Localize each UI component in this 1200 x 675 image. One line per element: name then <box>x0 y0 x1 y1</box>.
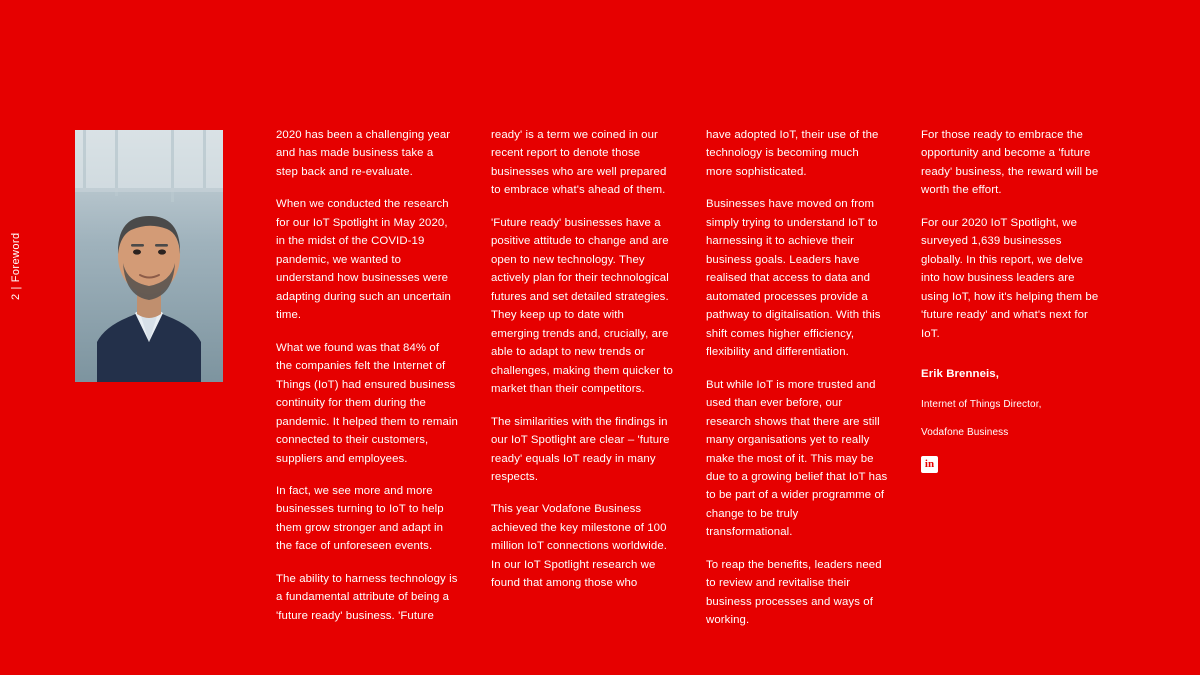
author-name: Erik Brenneis, <box>921 368 1000 381</box>
paragraph: But while IoT is more trusted and used than ever before, our research shows that there are still many organisations yet to really make the most of it. This may be due to a growing belief that IoT has to be part of a wider programme of change to be truly transformational. <box>706 378 888 539</box>
paragraph: For our 2020 IoT Spotlight, we surveyed 1,639 businesses globally. In this report, we delve into how business leaders are using IoT, how it's helping them be 'future ready' and what's next for IoT. <box>921 216 1099 340</box>
paragraph: 'Future ready' businesses have a positive attitude to change and are open to new technology. They actively plan for their technological futures and set detailed strategies. They keep up to date with emerging trends and, crucially, are able to adapt to new trends or challenges, making them quicker to market than their competitors. <box>491 216 673 396</box>
text-column-3 <box>706 126 888 626</box>
paragraph: What we found was that 84% of the companies felt the Internet of Things (IoT) had ensured business continuity for them during the pandemic. It helped them to remain connected to their customers, suppliers and employees. <box>276 341 458 465</box>
paragraph: For those ready to embrace the opportunity and become a 'future ready' business, the reward will be worth the effort. <box>921 129 1099 197</box>
text-column-1 <box>276 126 458 626</box>
paragraph: The ability to harness technology is a fundamental attribute of being a 'future ready' business. 'Future <box>276 572 458 622</box>
paragraph: This year Vodafone Business achieved the key milestone of 100 million IoT connections worldwide. In our IoT Spotlight research we found that among those who <box>491 503 668 590</box>
paragraph: In fact, we see more and more businesses turning to IoT to help them grow stronger and adapt in the face of unforeseen events. <box>276 484 444 553</box>
author-role: Internet of Things Director, <box>921 398 1042 410</box>
paragraph: Businesses have moved on from simply trying to understand IoT to harnessing it to achieve their business goals. Leaders have realised that access to data and automated processes provide a pathway to digitalisation. With this shift comes higher efficiency, flexibility and differentiation. <box>706 198 881 359</box>
paragraph: The similarities with the findings in our IoT Spotlight are clear – 'future ready' equals IoT ready in many respects. <box>491 415 670 483</box>
text-column-2 <box>491 126 673 626</box>
page-number: 2 <box>10 293 22 300</box>
author-signature <box>921 365 1103 473</box>
author-portrait <box>75 130 223 382</box>
paragraph: When we conducted the research for our IoT Spotlight in May 2020, in the midst of the COVID-19 pandemic, we wanted to understand how businesses were adapting during such an uncertain time. <box>276 198 451 322</box>
paragraph: ready' is a term we coined in our recent report to denote those businesses who are well prepared to embrace what's ahead of them. <box>491 129 667 197</box>
text-column-4 <box>921 126 1103 626</box>
paragraph: 2020 has been a challenging year and has made business take a step back and re-evaluate. <box>276 129 451 178</box>
page-marker <box>10 233 22 300</box>
foreword-columns <box>276 126 1156 626</box>
paragraph: have adopted IoT, their use of the technology is becoming much more sophisticated. <box>706 129 879 178</box>
page-marker-separator: | <box>10 286 22 290</box>
portrait-image <box>75 130 223 382</box>
paragraph: To reap the benefits, leaders need to review and revitalise their business processes and ways of working. <box>706 558 882 627</box>
author-company: Vodafone Business <box>921 427 1009 439</box>
page-section-label: Foreword <box>10 232 22 283</box>
linkedin-icon[interactable]: in <box>921 456 938 473</box>
